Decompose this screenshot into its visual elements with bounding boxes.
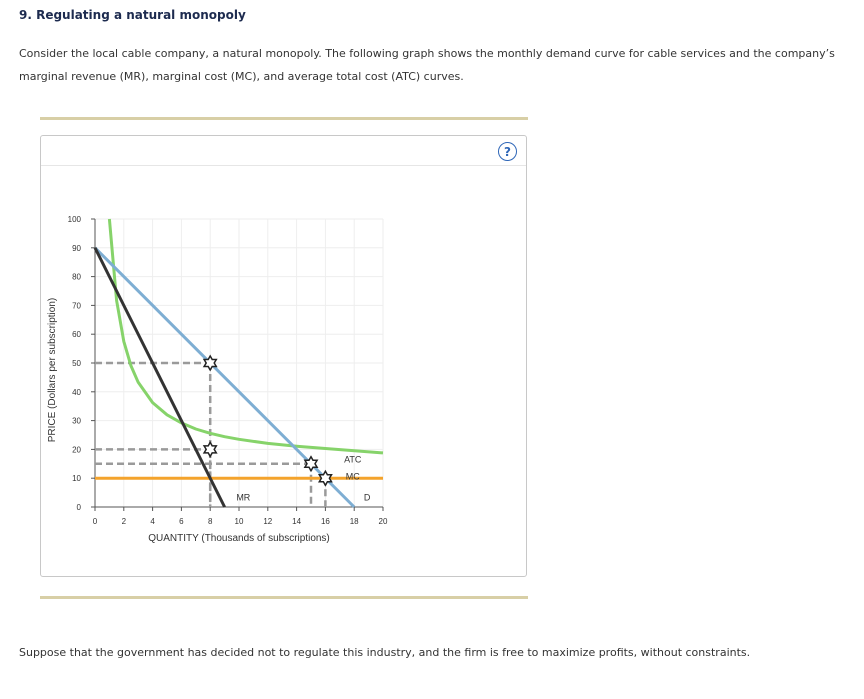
curve-label-atc: ATC	[344, 454, 362, 465]
y-axis-label: PRICE (Dollars per subscription)	[47, 297, 58, 443]
curve-label-mr: MR	[236, 492, 251, 503]
x-tick-label: 18	[349, 517, 359, 526]
x-tick-label: 0	[92, 517, 98, 526]
y-tick-label: 100	[67, 215, 81, 224]
question-intro: Consider the local cable company, a natural monopoly. The following graph shows the monthly demand curve for cable services and the company’s marginal revenue (MR), marginal cost (MC), and average total cost (ATC) curves.	[19, 47, 835, 83]
x-tick-label: 20	[378, 517, 388, 526]
x-tick-label: 10	[234, 517, 244, 526]
x-tick-label: 14	[292, 517, 302, 526]
x-tick-label: 16	[320, 517, 330, 526]
y-tick-label: 20	[72, 445, 81, 455]
mr-curve	[95, 248, 225, 507]
x-axis-label: QUANTITY (Thousands of subscriptions)	[148, 533, 330, 544]
x-tick-label: 8	[207, 517, 213, 526]
y-tick-label: 80	[72, 272, 81, 282]
section-divider-bottom	[40, 596, 528, 599]
question-title: 9. Regulating a natural monopoly	[19, 8, 246, 22]
y-tick-label: 90	[72, 243, 81, 253]
y-tick-label: 70	[72, 301, 81, 311]
y-tick-label: 0	[76, 503, 81, 512]
help-icon[interactable]: ?	[498, 142, 517, 161]
atc-curve	[109, 219, 383, 453]
question-followup: Suppose that the government has decided not to regulate this industry, and the firm is free to maximize profits, without constraints.	[19, 646, 751, 659]
x-tick-label: 2	[121, 517, 127, 526]
star-marker[interactable]	[204, 442, 216, 456]
x-tick-label: 4	[150, 517, 155, 526]
y-tick-label: 50	[72, 359, 81, 368]
y-tick-label: 40	[72, 387, 81, 397]
curve-label-d: D	[363, 492, 371, 503]
x-tick-label: 6	[179, 517, 184, 526]
demand-curve	[95, 248, 354, 507]
curve-label-mc: MC	[345, 471, 360, 482]
y-tick-label: 10	[72, 474, 81, 484]
x-tick-label: 12	[263, 517, 273, 526]
y-tick-label: 30	[72, 416, 81, 426]
y-tick-label: 60	[72, 330, 81, 340]
